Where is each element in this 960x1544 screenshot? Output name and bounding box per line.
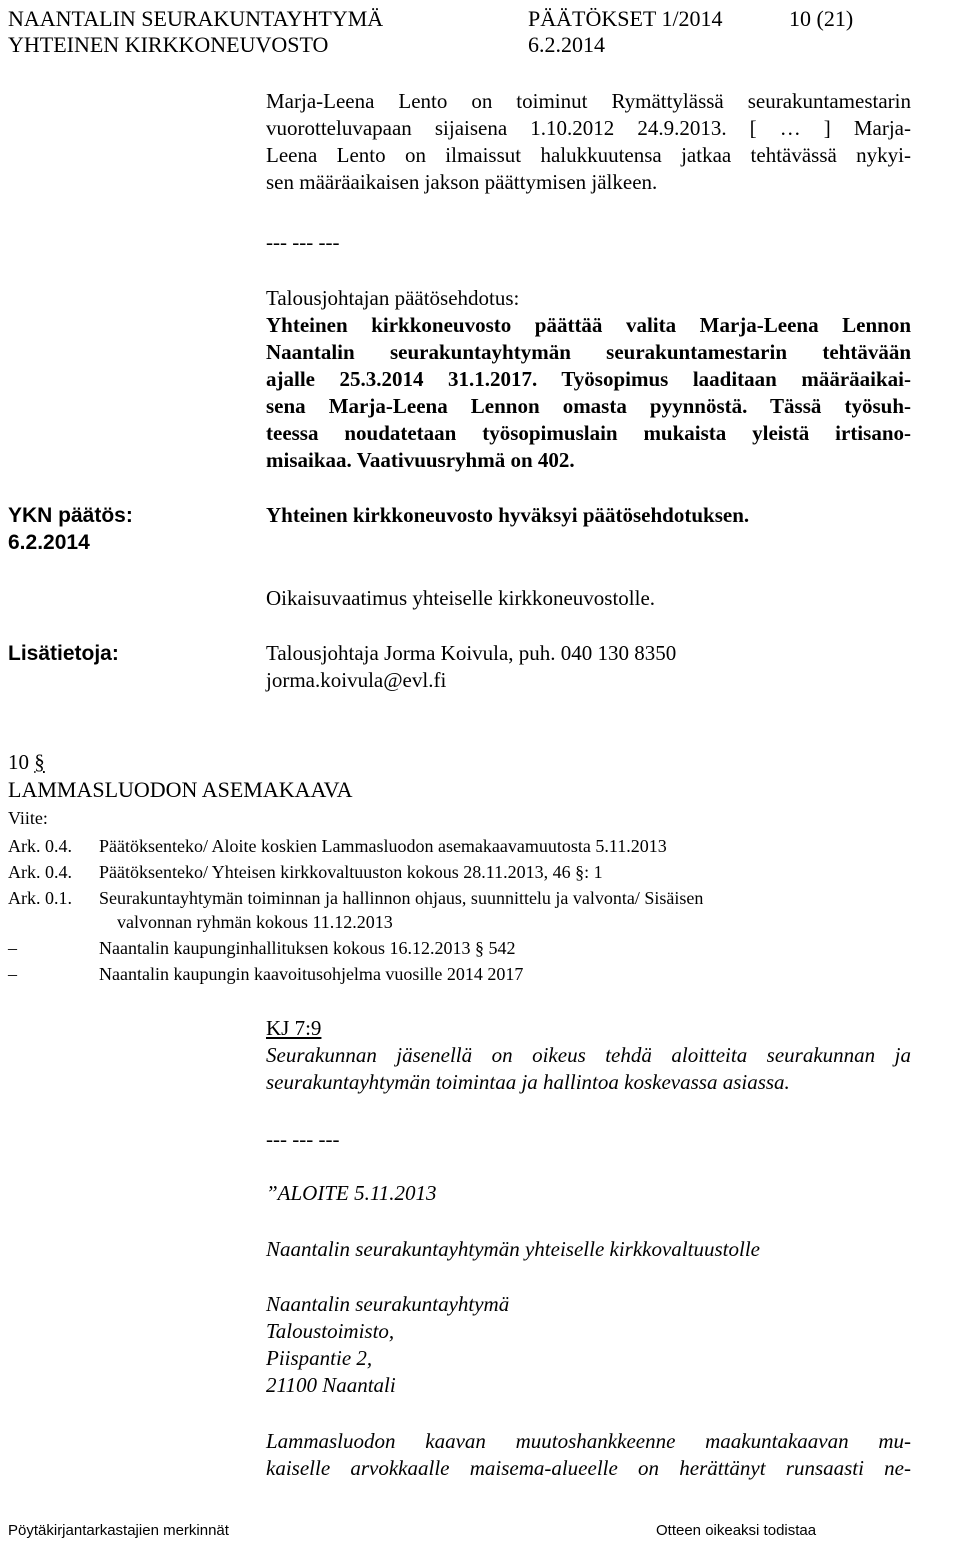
kj-line-2: seurakuntayhtymän toimintaa ja hallintoa koskevassa asiassa. [266, 1070, 790, 1094]
proposal-line-1: Yhteinen kirkkoneuvosto päättää valita Marja-Leena Lennon [266, 313, 911, 337]
footer-certification: Otteen oikeaksi todistaa [656, 1522, 817, 1539]
reference-item: Päätöksenteko/ Aloite koskien Lammasluodon asemakaavamuutosta 5.11.2013 [99, 836, 667, 856]
proposal-line-3: ajalle 25.3.2014 31.1.2017. Työsopimus laaditaan määräaikai- [266, 367, 911, 391]
info-label: Lisätietoja: [8, 642, 119, 665]
header-org: NAANTALIN SEURAKUNTAYHTYMÄ [8, 6, 384, 31]
address-line: Piispantie 2, [266, 1346, 373, 1370]
intro-separator: --- --- --- [266, 230, 340, 254]
reference-item: Seurakuntayhtymän toiminnan ja hallinnon ohjaus, suunnittelu ja valvonta/ Sisäisen [99, 888, 704, 908]
section-title: LAMMASLUODON ASEMAKAAVA [8, 777, 353, 802]
letter-heading: ”ALOITE 5.11.2013 [266, 1181, 437, 1205]
kj-line-1: Seurakunnan jäsenellä on oikeus tehdä aloitteita seurakunnan ja [266, 1043, 911, 1067]
reference-prefix: Ark. 0.4. [8, 836, 72, 856]
letter-body-line-1: Lammasluodon kaavan muutoshankkeenne maakuntakaavan mu- [266, 1429, 911, 1453]
section-sign: § [34, 750, 45, 774]
header-date: 6.2.2014 [528, 32, 605, 57]
address-line: 21100 Naantali [266, 1373, 396, 1397]
intro-line-1: Marja-Leena Lento on toiminut Rymättylässä seurakuntamestarin [266, 89, 911, 113]
decision-label: YKN päätös: [8, 504, 133, 527]
address-line: Taloustoimisto, [266, 1319, 395, 1343]
reference-prefix: Ark. 0.1. [8, 888, 72, 908]
proposal-line-4: sena Marja-Leena Lennon omasta pyynnöstä. Tässä työsuh- [266, 394, 911, 418]
header-body: YHTEINEN KIRKKONEUVOSTO [8, 32, 329, 57]
reference-item-continued: valvonnan ryhmän kokous 11.12.2013 [117, 912, 393, 932]
intro-line-3: Leena Lento on ilmaissut halukkuutensa jatkaa tehtävässä nykyi- [266, 143, 911, 167]
decision-text: Yhteinen kirkkoneuvosto hyväksyi päätösehdotuksen. [266, 503, 750, 527]
letter-recipient: Naantalin seurakuntayhtymän yhteiselle kirkkovaltuustolle [266, 1237, 760, 1261]
intro-line-2: vuorotteluvapaan sijaisena 1.10.2012 24.9.2013. [ … ] Marja- [266, 116, 911, 140]
header-doc-title: PÄÄTÖKSET 1/2014 [528, 6, 723, 31]
reference-item: Naantalin kaupunginhallituksen kokous 16.12.2013 § 542 [99, 938, 516, 958]
appeal-text: Oikaisuvaatimus yhteiselle kirkkoneuvostolle. [266, 586, 656, 610]
reference-dash: – [8, 938, 17, 958]
header-page-number: 10 (21) [789, 6, 854, 31]
reference-item: Päätöksenteko/ Yhteisen kirkkovaltuuston kokous 28.11.2013, 46 §: 1 [99, 862, 603, 882]
section-number [8, 749, 45, 776]
address-line: Naantalin seurakuntayhtymä [266, 1292, 510, 1316]
kj-title: KJ 7:9 [266, 1016, 322, 1040]
proposal-line-2: Naantalin seurakuntayhtymän seurakuntamestarin tehtävään [266, 340, 911, 364]
reference-item: Naantalin kaupungin kaavoitusohjelma vuosille 2014 2017 [99, 964, 524, 984]
footer-reviewers-note: Pöytäkirjantarkastajien merkinnät [8, 1522, 229, 1539]
intro-line-4: sen määräaikaisen jakson päättymisen jälkeen. [266, 170, 658, 194]
decision-date: 6.2.2014 [8, 531, 90, 554]
reference-prefix: Ark. 0.4. [8, 862, 72, 882]
proposal-line-5: teessa noudatetaan työsopimuslain mukaista yleistä irtisano- [266, 421, 911, 445]
reference-dash: – [8, 964, 17, 984]
info-contact: Talousjohtaja Jorma Koivula, puh. 040 130 8350 [266, 641, 677, 665]
kj-separator: --- --- --- [266, 1127, 340, 1151]
section-number-value: 10 [8, 750, 29, 774]
proposal-line-6: misaikaa. Vaativuusryhmä on 402. [266, 448, 575, 472]
letter-body-line-2: kaiselle arvokkaalle maisema-alueelle on herättänyt runsaasti ne- [266, 1456, 911, 1480]
proposal-label: Talousjohtajan päätösehdotus: [266, 286, 520, 310]
reference-label: Viite: [8, 808, 48, 828]
info-email: jorma.koivula@evl.fi [266, 668, 447, 692]
